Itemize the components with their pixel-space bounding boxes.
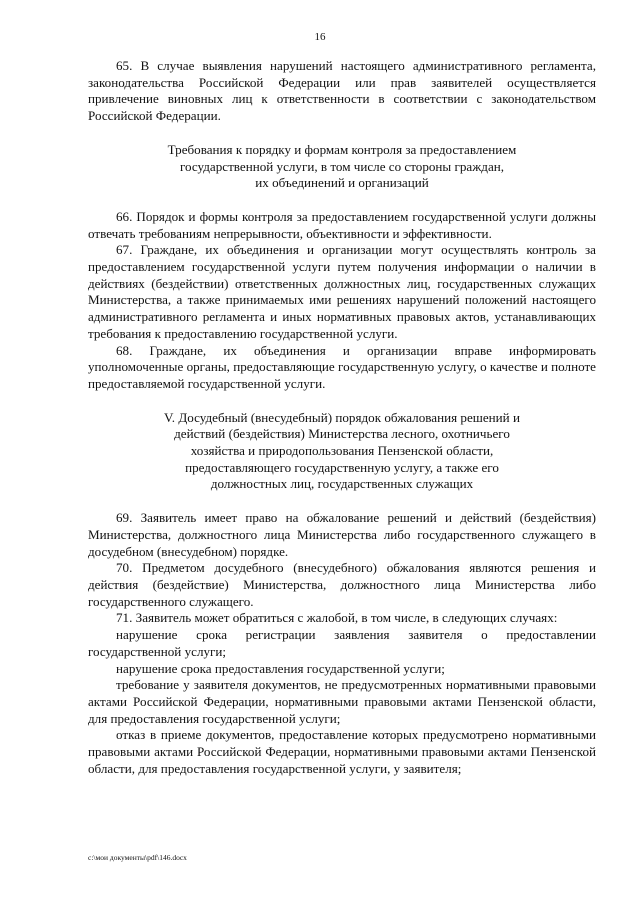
heading-line: V. Досудебный (внесудебный) порядок обжалования решений и (164, 409, 520, 425)
paragraph: нарушение срока предоставления государственной услуги; (116, 660, 445, 676)
heading-line: хозяйства и природопользования Пензенской области, (190, 443, 494, 459)
paragraph: 70. Предметом досудебного (внесудебного) обжалования являются решения и действия (бездействие) Министерства, должностного лица Министерства либо государственного служащего. (88, 560, 596, 609)
file-path-footer: c:\мои документы\pdf\146.docx (88, 853, 187, 862)
page-number: 16 (314, 31, 326, 43)
block-spacer (88, 192, 596, 209)
section-heading (88, 410, 596, 494)
heading-line: предоставляющего государственную услугу, а также его (185, 459, 499, 475)
heading-line: их объединений и организаций (255, 175, 429, 191)
paragraph: 66. Порядок и формы контроля за предоставлением государственной услуги должны отвечать требованиям непрерывности, объективности и эффективности. (88, 208, 596, 241)
heading-line: государственной услуги, в том числе со стороны граждан, (179, 158, 505, 174)
paragraph: 67. Граждане, их объединения и организации могут осуществлять контроль за предоставлением государственной услуги путем получения информации о наличии в действиях (бездействии) ответственных должностных лиц, государственных служащих Министерства, а также принимаемых ими решениях нарушений положений настоящего административного регламента и иных нормативных правовых актов, устанавливающих требования к предоставлению государственной услуги. (88, 242, 596, 341)
block-spacer (88, 125, 596, 142)
block-spacer (88, 393, 596, 410)
paragraph: нарушение срока регистрации заявления заявителя о предоставлении государственной услуги; (88, 627, 596, 659)
paragraph: 69. Заявитель имеет право на обжалование решений и действий (бездействия) Министерства, должностного лица Министерства либо государственного служащего в досудебном (внесудебном) порядке. (88, 510, 596, 559)
heading-line: должностных лиц, государственных служащих (210, 476, 474, 492)
page-body (88, 58, 596, 777)
paragraph: отказ в приеме документов, предоставление которых предусмотрено нормативными правовыми актами Российской Федерации, нормативными правовыми актами Пензенской области, для предоставления государственной услуги, у заявителя; (88, 727, 596, 776)
paragraph: 71. Заявитель может обратиться с жалобой, в том числе, в следующих случаях: (116, 610, 558, 626)
block-spacer (88, 493, 596, 510)
heading-line: Требования к порядку и формам контроля за предоставлением (167, 141, 517, 157)
section-heading (88, 142, 596, 192)
paragraph: 68. Граждане, их объединения и организации вправе информировать уполномоченные органы, предоставляющие государственную услугу, о качестве и полноте предоставляемой государственной услуги. (88, 342, 596, 391)
paragraph: требование у заявителя документов, не предусмотренных нормативными правовыми актами Российской Федерации, нормативными правовыми актами Пензенской области, для предоставления государственной услуги; (88, 677, 596, 726)
paragraph: 65. В случае выявления нарушений настоящего административного регламента, законодательства Российской Федерации или прав заявителей осуществляется привлечение виновных лиц к ответственности в соответствии с законодательством Российской Федерации. (88, 58, 596, 124)
heading-line: действий (бездействия) Министерства лесного, охотничьего (174, 426, 510, 442)
